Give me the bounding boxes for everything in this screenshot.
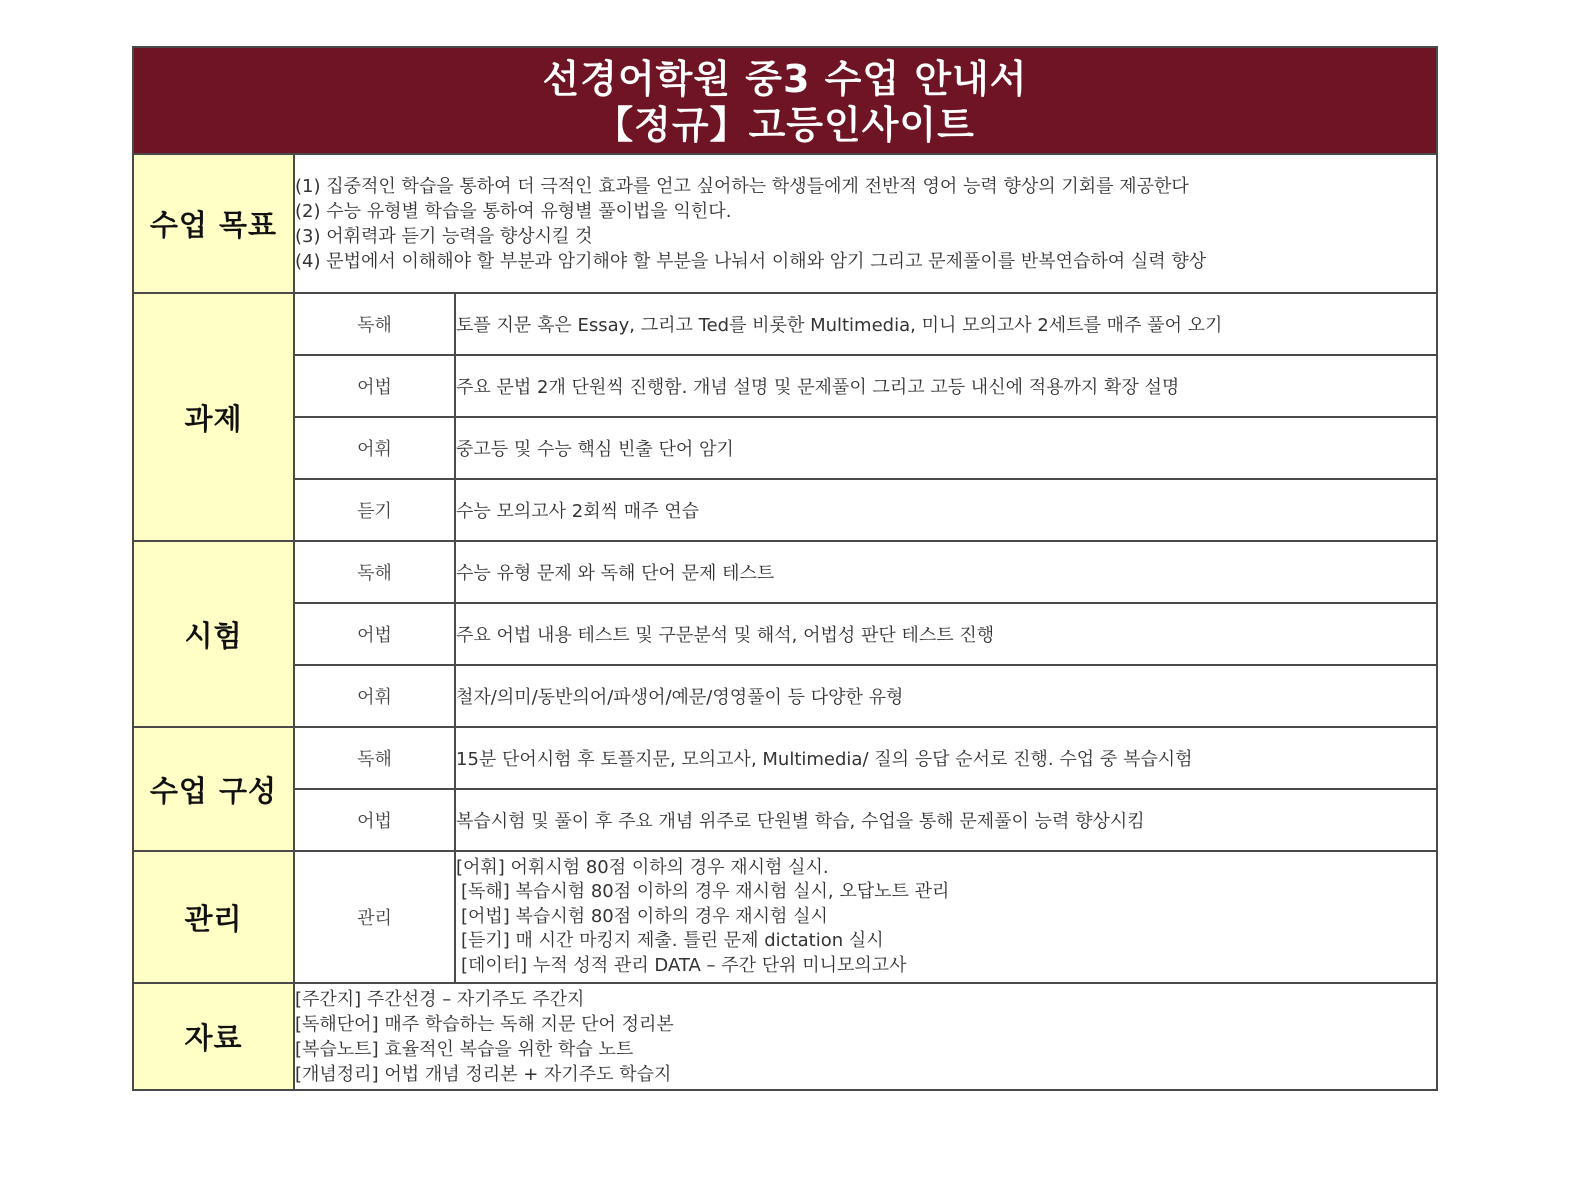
- goals-row: [134, 155, 1436, 293]
- management-item: [듣기] 매 시간 마킹지 제출. 틀린 문제 dictation 실시: [461, 930, 884, 952]
- structure-category: 독해: [294, 727, 455, 789]
- resource-item: [복습노트] 효율적인 복습을 위한 학습 노트: [295, 1038, 634, 1060]
- course-name: 【정규】고등인사이트: [595, 103, 975, 147]
- goal-item: (2) 수능 유형별 학습을 통하여 유형별 풀이법을 익힌다.: [295, 200, 732, 222]
- test-row: [134, 603, 1436, 665]
- test-description: 수능 유형 문제 와 독해 단어 문제 테스트: [455, 541, 1436, 603]
- resource-item: [주간지] 주간선경 – 자기주도 주간지: [295, 988, 585, 1010]
- test-category: 독해: [294, 541, 455, 603]
- management-item: [독해] 복습시험 80점 이하의 경우 재시험 실시, 오답노트 관리: [461, 881, 950, 903]
- test-row: [134, 541, 1436, 603]
- management-label: 관리: [134, 851, 294, 983]
- resources-label: 자료: [134, 983, 294, 1089]
- test-description: 철자/의미/동반의어/파생어/예문/영영풀이 등 다양한 유형: [455, 665, 1436, 727]
- resources-content: [294, 983, 1436, 1089]
- assignment-description: 중고등 및 수능 핵심 빈출 단어 암기: [455, 417, 1436, 479]
- assignment-category: 듣기: [294, 479, 455, 541]
- management-content: [455, 851, 1436, 983]
- management-row: [134, 851, 1436, 983]
- assignment-category: 어휘: [294, 417, 455, 479]
- test-description: 주요 어법 내용 테스트 및 구문분석 및 해석, 어법성 판단 테스트 진행: [455, 603, 1436, 665]
- goals-label: 수업 목표: [134, 155, 294, 293]
- assignment-row: [134, 417, 1436, 479]
- structure-category: 어법: [294, 789, 455, 851]
- structure-description: 15분 단어시험 후 토플지문, 모의고사, Multimedia/ 질의 응답 순서로 진행. 수업 중 복습시험: [455, 727, 1436, 789]
- tests-label: 시험: [134, 541, 294, 727]
- assignment-category: 독해: [294, 293, 455, 355]
- management-item: [데이터] 누적 성적 관리 DATA – 주간 단위 미니모의고사: [461, 954, 907, 976]
- assignment-description: 토플 지문 혹은 Essay, 그리고 Ted를 비롯한 Multimedia, 미니 모의고사 2세트를 매주 풀어 오기: [455, 293, 1436, 355]
- goal-item: (3) 어휘력과 듣기 능력을 향상시킬 것: [295, 225, 593, 247]
- goal-item: (1) 집중적인 학습을 통하여 더 극적인 효과를 얻고 싶어하는 학생들에게 전반적 영어 능력 향상의 기회를 제공한다: [295, 175, 1189, 197]
- goal-item: (4) 문법에서 이해해야 할 부분과 암기해야 할 부분을 나눠서 이해와 암기 그리고 문제풀이를 반복연습하여 실력 향상: [295, 250, 1207, 272]
- test-category: 어휘: [294, 665, 455, 727]
- management-item: [어휘] 어휘시험 80점 이하의 경우 재시험 실시.: [456, 856, 829, 878]
- goals-content: [294, 155, 1436, 293]
- test-row: [134, 665, 1436, 727]
- structure-description: 복습시험 및 풀이 후 주요 개념 위주로 단원별 학습, 수업을 통해 문제풀이 능력 향상시킴: [455, 789, 1436, 851]
- course-guide-document: [132, 46, 1438, 1091]
- resources-row: [134, 983, 1436, 1089]
- assignment-description: 수능 모의고사 2회씩 매주 연습: [455, 479, 1436, 541]
- assignment-description: 주요 문법 2개 단원씩 진행함. 개념 설명 및 문제풀이 그리고 고등 내신에 적용까지 확장 설명: [455, 355, 1436, 417]
- management-category: 관리: [294, 851, 455, 983]
- title-header: [134, 48, 1436, 155]
- assignments-label: 과제: [134, 293, 294, 541]
- assignment-row: [134, 355, 1436, 417]
- assignment-category: 어법: [294, 355, 455, 417]
- management-item: [어법] 복습시험 80점 이하의 경우 재시험 실시: [461, 905, 828, 927]
- assignment-row: [134, 293, 1436, 355]
- assignment-row: [134, 479, 1436, 541]
- resource-item: [개념정리] 어법 개념 정리본 + 자기주도 학습지: [295, 1063, 672, 1085]
- test-category: 어법: [294, 603, 455, 665]
- structure-label: 수업 구성: [134, 727, 294, 851]
- course-info-table: [134, 155, 1436, 1089]
- structure-row: [134, 727, 1436, 789]
- document-title: 선경어학원 중3 수업 안내서: [542, 57, 1028, 101]
- resource-item: [독해단어] 매주 학습하는 독해 지문 단어 정리본: [295, 1013, 674, 1035]
- structure-row: [134, 789, 1436, 851]
